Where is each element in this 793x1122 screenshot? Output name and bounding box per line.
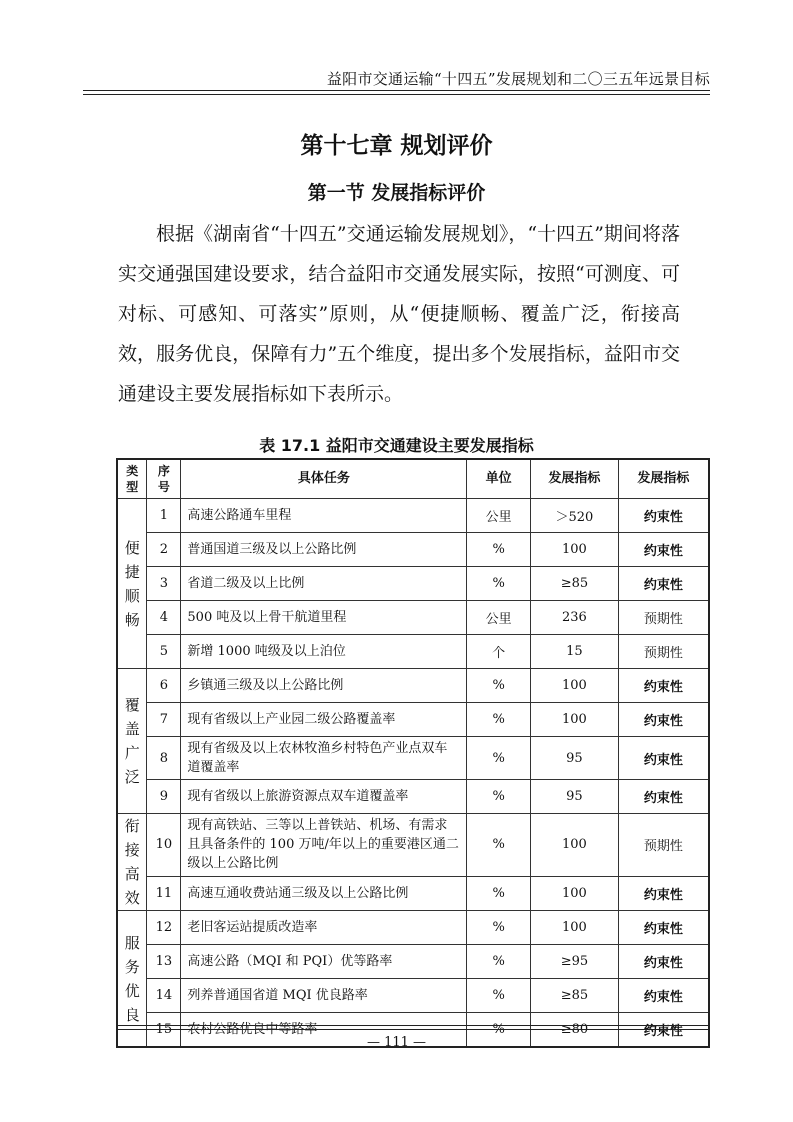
row-task: 高速公路（MQI 和 PQI）优等路率 <box>181 945 467 979</box>
row-nature: 约束性 <box>618 499 709 533</box>
row-task: 普通国道三级及以上公路比例 <box>181 533 467 567</box>
row-nature: 约束性 <box>618 911 709 945</box>
row-task: 500 吨及以上骨干航道里程 <box>181 601 467 635</box>
row-nature: 约束性 <box>618 780 709 814</box>
row-nature: 约束性 <box>618 669 709 703</box>
row-task: 现有省级以上产业园二级公路覆盖率 <box>181 703 467 737</box>
row-task: 现有高铁站、三等以上普铁站、机场、有需求且具备条件的 100 万吨/年以上的重要港区通二级以上公路比例 <box>181 814 467 877</box>
row-task: 老旧客运站提质改造率 <box>181 911 467 945</box>
table-row <box>117 533 709 567</box>
table-row <box>117 814 709 877</box>
row-no: 3 <box>147 567 181 601</box>
row-target: 100 <box>531 814 619 877</box>
row-target: 100 <box>531 876 619 910</box>
row-task: 乡镇通三级及以上公路比例 <box>181 669 467 703</box>
footer-rule <box>118 1025 710 1026</box>
row-unit: % <box>467 669 531 703</box>
table-row <box>117 601 709 635</box>
row-task: 高速公路通车里程 <box>181 499 467 533</box>
row-unit: % <box>467 533 531 567</box>
row-target: 95 <box>531 737 619 780</box>
table-caption: 表 17.1 益阳市交通建设主要发展指标 <box>259 436 534 455</box>
row-no: 9 <box>147 780 181 814</box>
row-task: 新增 1000 吨级及以上泊位 <box>181 635 467 669</box>
row-target: ≥80 <box>531 1013 619 1048</box>
row-no: 4 <box>147 601 181 635</box>
category-cell: 衔接高效 <box>117 814 147 911</box>
header-task: 具体任务 <box>181 459 467 499</box>
row-target: ≥85 <box>531 567 619 601</box>
table-row <box>117 703 709 737</box>
table-row <box>117 499 709 533</box>
row-no: 10 <box>147 814 181 877</box>
footer-rule <box>118 1029 710 1030</box>
row-unit: % <box>467 1013 531 1048</box>
header-nature: 发展指标 <box>618 459 709 499</box>
table-header-row <box>117 459 709 499</box>
row-no: 11 <box>147 876 181 910</box>
category-cell: 服务优良 <box>117 911 147 1048</box>
row-no: 7 <box>147 703 181 737</box>
row-target: 100 <box>531 703 619 737</box>
row-unit: % <box>467 911 531 945</box>
row-unit: 个 <box>467 635 531 669</box>
row-no: 2 <box>147 533 181 567</box>
row-target: 100 <box>531 911 619 945</box>
page-number: — 111 — <box>366 1035 427 1050</box>
category-cell: 便捷顺畅 <box>117 499 147 669</box>
table-row <box>117 876 709 910</box>
row-no: 12 <box>147 911 181 945</box>
row-target: 236 <box>531 601 619 635</box>
row-unit: 公里 <box>467 601 531 635</box>
row-no: 13 <box>147 945 181 979</box>
row-no: 8 <box>147 737 181 780</box>
row-nature: 预期性 <box>618 601 709 635</box>
header-rule <box>83 94 710 95</box>
section-title: 第一节 发展指标评价 <box>307 182 486 204</box>
row-no: 5 <box>147 635 181 669</box>
table-row <box>117 979 709 1013</box>
row-task: 列养普通国省道 MQI 优良路率 <box>181 979 467 1013</box>
table-row <box>117 567 709 601</box>
row-no: 14 <box>147 979 181 1013</box>
row-nature: 约束性 <box>618 567 709 601</box>
row-nature: 约束性 <box>618 876 709 910</box>
row-no: 1 <box>147 499 181 533</box>
row-no: 6 <box>147 669 181 703</box>
row-target: 100 <box>531 533 619 567</box>
row-target: ≥85 <box>531 979 619 1013</box>
row-target: ＞520 <box>531 499 619 533</box>
table-row <box>117 945 709 979</box>
row-nature: 约束性 <box>618 533 709 567</box>
table-row <box>117 911 709 945</box>
row-nature: 约束性 <box>618 703 709 737</box>
row-nature: 约束性 <box>618 945 709 979</box>
row-target: 100 <box>531 669 619 703</box>
row-task: 现有省级以上旅游资源点双车道覆盖率 <box>181 780 467 814</box>
row-task: 农村公路优良中等路率 <box>181 1013 467 1048</box>
header-target: 发展指标 <box>531 459 619 499</box>
header-category: 类型 <box>117 459 147 499</box>
row-target: 15 <box>531 635 619 669</box>
body-paragraph: 根据《湖南省“十四五”交通运输发展规划》，“十四五”期间将落实交通强国建设要求，结合益阳市交通发展实际，按照“可测度、可对标、可感知、可落实”原则，从“便捷顺畅、覆盖广泛，衔接高效，服务优良，保障有力”五个维度，提出多个发展指标，益阳市交通建设主要发展指标如下表所示。 <box>118 223 680 405</box>
category-cell: 覆盖广泛 <box>117 669 147 814</box>
row-nature: 约束性 <box>618 979 709 1013</box>
row-unit: % <box>467 945 531 979</box>
header-no: 序号 <box>147 459 181 499</box>
running-header: 益阳市交通运输“十四五”发展规划和二〇三五年远景目标 <box>326 70 710 88</box>
row-no: 15 <box>147 1013 181 1048</box>
table-row <box>117 737 709 780</box>
row-nature: 约束性 <box>618 1013 709 1048</box>
row-task: 高速互通收费站通三级及以上公路比例 <box>181 876 467 910</box>
table-row <box>117 780 709 814</box>
indicator-table <box>116 458 710 1048</box>
row-task: 现有省级及以上农林牧渔乡村特色产业点双车道覆盖率 <box>181 737 467 780</box>
row-task: 省道二级及以上比例 <box>181 567 467 601</box>
row-target: ≥95 <box>531 945 619 979</box>
row-nature: 预期性 <box>618 814 709 877</box>
row-unit: % <box>467 780 531 814</box>
header-rule <box>83 90 710 91</box>
row-unit: 公里 <box>467 499 531 533</box>
table-row <box>117 669 709 703</box>
header-unit: 单位 <box>467 459 531 499</box>
row-unit: % <box>467 737 531 780</box>
row-unit: % <box>467 703 531 737</box>
row-unit: % <box>467 979 531 1013</box>
row-unit: % <box>467 814 531 877</box>
row-nature: 约束性 <box>618 737 709 780</box>
row-unit: % <box>467 876 531 910</box>
row-target: 95 <box>531 780 619 814</box>
table-row <box>117 635 709 669</box>
row-nature: 预期性 <box>618 635 709 669</box>
chapter-title: 第十七章 规划评价 <box>300 133 493 159</box>
row-unit: % <box>467 567 531 601</box>
